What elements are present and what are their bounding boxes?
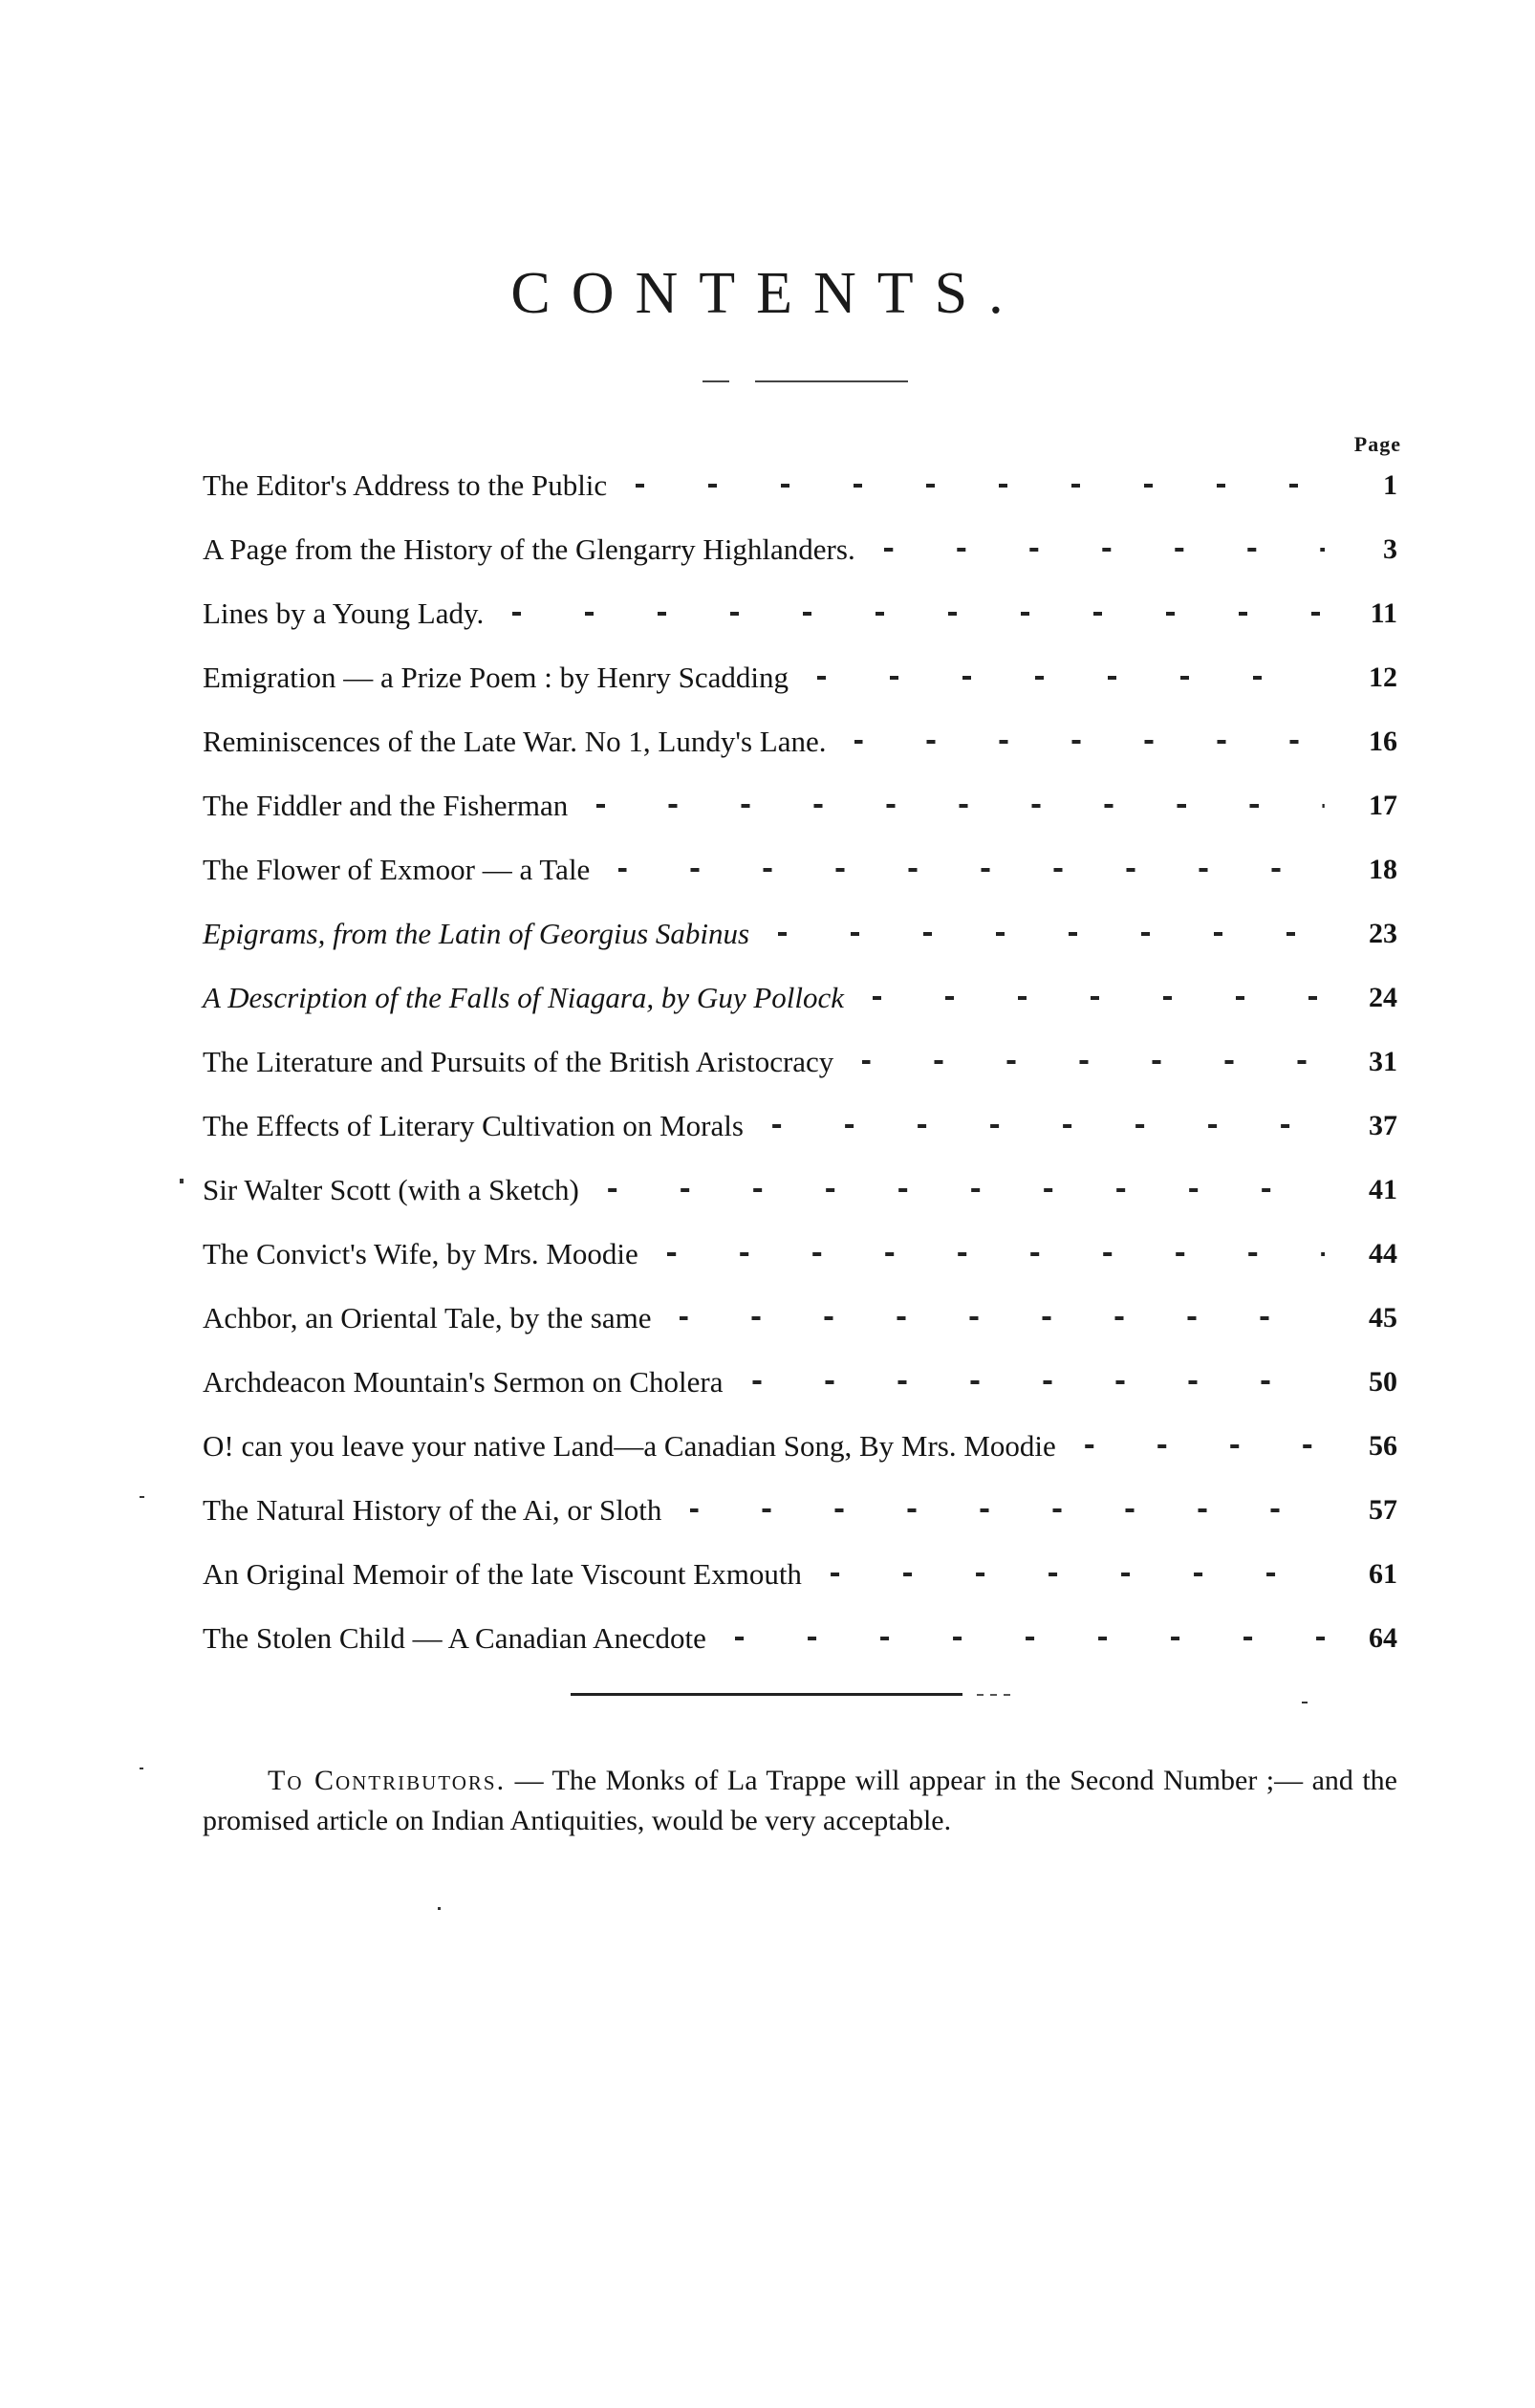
toc-entry-page: 50 bbox=[1369, 1365, 1397, 1398]
contents-list bbox=[203, 453, 1397, 1670]
toc-entry-page: 3 bbox=[1383, 532, 1397, 565]
dot-leader bbox=[735, 1637, 1325, 1640]
toc-entry-title: An Original Memoir of the late Viscount Exmouth bbox=[203, 1556, 802, 1591]
toc-entry bbox=[203, 1606, 1397, 1670]
toc-entry-title: A Page from the History of the Glengarry Highlanders. bbox=[203, 531, 855, 566]
toc-entry bbox=[203, 773, 1397, 837]
toc-entry-title: The Flower of Exmoor — a Tale bbox=[203, 852, 591, 886]
dot-leader bbox=[817, 676, 1325, 680]
toc-entry bbox=[203, 1286, 1397, 1350]
toc-entry-page: 61 bbox=[1369, 1557, 1397, 1590]
toc-entry bbox=[203, 1350, 1397, 1414]
page-column-label: Page bbox=[1353, 432, 1401, 456]
contributors-notice bbox=[203, 1761, 1397, 1841]
print-speck bbox=[438, 1907, 441, 1910]
toc-entry-title: A Description of the Falls of Niagara, by Guy Pollock bbox=[203, 980, 845, 1014]
toc-entry bbox=[203, 709, 1397, 773]
dot-leader bbox=[690, 1508, 1325, 1512]
toc-entry-page: 16 bbox=[1369, 725, 1397, 757]
toc-entry-page: 18 bbox=[1369, 853, 1397, 885]
toc-entry-page: 37 bbox=[1369, 1109, 1397, 1141]
notice-label: To Contributors. bbox=[268, 1765, 507, 1796]
toc-entry-title: The Stolen Child — A Canadian Anecdote bbox=[203, 1620, 706, 1655]
dot-leader bbox=[772, 1124, 1325, 1128]
toc-entry-title: The Editor's Address to the Public bbox=[203, 467, 608, 502]
dot-leader bbox=[512, 612, 1325, 616]
toc-entry-page: 12 bbox=[1369, 661, 1397, 693]
toc-entry bbox=[203, 965, 1397, 1030]
dot-leader bbox=[618, 868, 1325, 872]
toc-entry-title: Reminiscences of the Late War. No 1, Lundy's Lane. bbox=[203, 724, 827, 758]
toc-entry-page: 11 bbox=[1370, 597, 1397, 629]
toc-entry-page: 45 bbox=[1369, 1301, 1397, 1334]
toc-entry bbox=[203, 1030, 1397, 1094]
toc-entry-title: Archdeacon Mountain's Sermon on Cholera bbox=[203, 1364, 724, 1399]
print-speck bbox=[140, 1768, 143, 1769]
toc-entry-title: Epigrams, from the Latin of Georgius Sabinus bbox=[203, 916, 750, 950]
toc-entry bbox=[203, 1542, 1397, 1606]
dot-leader bbox=[667, 1252, 1325, 1256]
title-rule bbox=[755, 380, 908, 382]
section-rule-tail bbox=[977, 1694, 1013, 1696]
toc-entry-title: The Fiddler and the Fisherman bbox=[203, 788, 569, 822]
dot-leader bbox=[680, 1316, 1325, 1320]
dot-leader bbox=[752, 1380, 1325, 1384]
toc-entry-title: The Convict's Wife, by Mrs. Moodie bbox=[203, 1236, 638, 1270]
toc-entry bbox=[203, 645, 1397, 709]
toc-entry bbox=[203, 837, 1397, 901]
toc-entry-page: 41 bbox=[1369, 1173, 1397, 1205]
toc-entry-title: Achbor, an Oriental Tale, by the same bbox=[203, 1300, 652, 1334]
print-speck bbox=[180, 1179, 184, 1183]
dot-leader bbox=[596, 804, 1325, 808]
toc-entry bbox=[203, 1222, 1397, 1286]
toc-entry-title: Lines by a Young Lady. bbox=[203, 596, 485, 630]
toc-entry-page: 23 bbox=[1369, 917, 1397, 949]
toc-entry bbox=[203, 1094, 1397, 1158]
dot-leader bbox=[884, 548, 1325, 552]
toc-entry-page: 57 bbox=[1369, 1493, 1397, 1526]
toc-entry bbox=[203, 1158, 1397, 1222]
toc-entry-page: 1 bbox=[1383, 468, 1397, 501]
dot-leader bbox=[608, 1188, 1325, 1192]
toc-entry-page: 17 bbox=[1369, 789, 1397, 821]
toc-entry-page: 44 bbox=[1369, 1237, 1397, 1269]
notice-text: — The Monks of La Trappe will appear in the Second Number ;— and the promised article on Indian Antiquities, would be very acceptable. bbox=[203, 1765, 1397, 1836]
toc-entry bbox=[203, 517, 1397, 581]
toc-entry-title: O! can you leave your native Land—a Canadian Song, By Mrs. Moodie bbox=[203, 1428, 1056, 1463]
section-rule bbox=[571, 1693, 962, 1696]
toc-entry-page: 64 bbox=[1369, 1621, 1397, 1654]
page-title: CONTENTS. bbox=[510, 261, 1025, 326]
dot-leader bbox=[873, 996, 1325, 1000]
toc-entry bbox=[203, 1478, 1397, 1542]
toc-entry bbox=[203, 1414, 1397, 1478]
dot-leader bbox=[636, 484, 1325, 488]
dot-leader bbox=[862, 1060, 1325, 1064]
print-speck bbox=[140, 1496, 144, 1498]
title-rule bbox=[703, 380, 729, 382]
dot-leader bbox=[831, 1573, 1325, 1576]
dot-leader bbox=[778, 932, 1325, 936]
toc-entry bbox=[203, 581, 1397, 645]
toc-entry-page: 31 bbox=[1369, 1045, 1397, 1077]
toc-entry-title: Emigration — a Prize Poem : by Henry Scadding bbox=[203, 660, 789, 694]
toc-entry bbox=[203, 453, 1397, 517]
toc-entry-page: 24 bbox=[1369, 981, 1397, 1013]
toc-entry-title: Sir Walter Scott (with a Sketch) bbox=[203, 1172, 579, 1206]
toc-entry-title: The Literature and Pursuits of the British Aristocracy bbox=[203, 1044, 834, 1078]
toc-entry bbox=[203, 901, 1397, 965]
dot-leader bbox=[854, 740, 1325, 744]
toc-entry-page: 56 bbox=[1369, 1429, 1397, 1462]
print-speck bbox=[1302, 1702, 1308, 1703]
toc-entry-title: The Effects of Literary Cultivation on Morals bbox=[203, 1108, 744, 1142]
dot-leader bbox=[1085, 1444, 1325, 1448]
toc-entry-title: The Natural History of the Ai, or Sloth bbox=[203, 1492, 662, 1527]
